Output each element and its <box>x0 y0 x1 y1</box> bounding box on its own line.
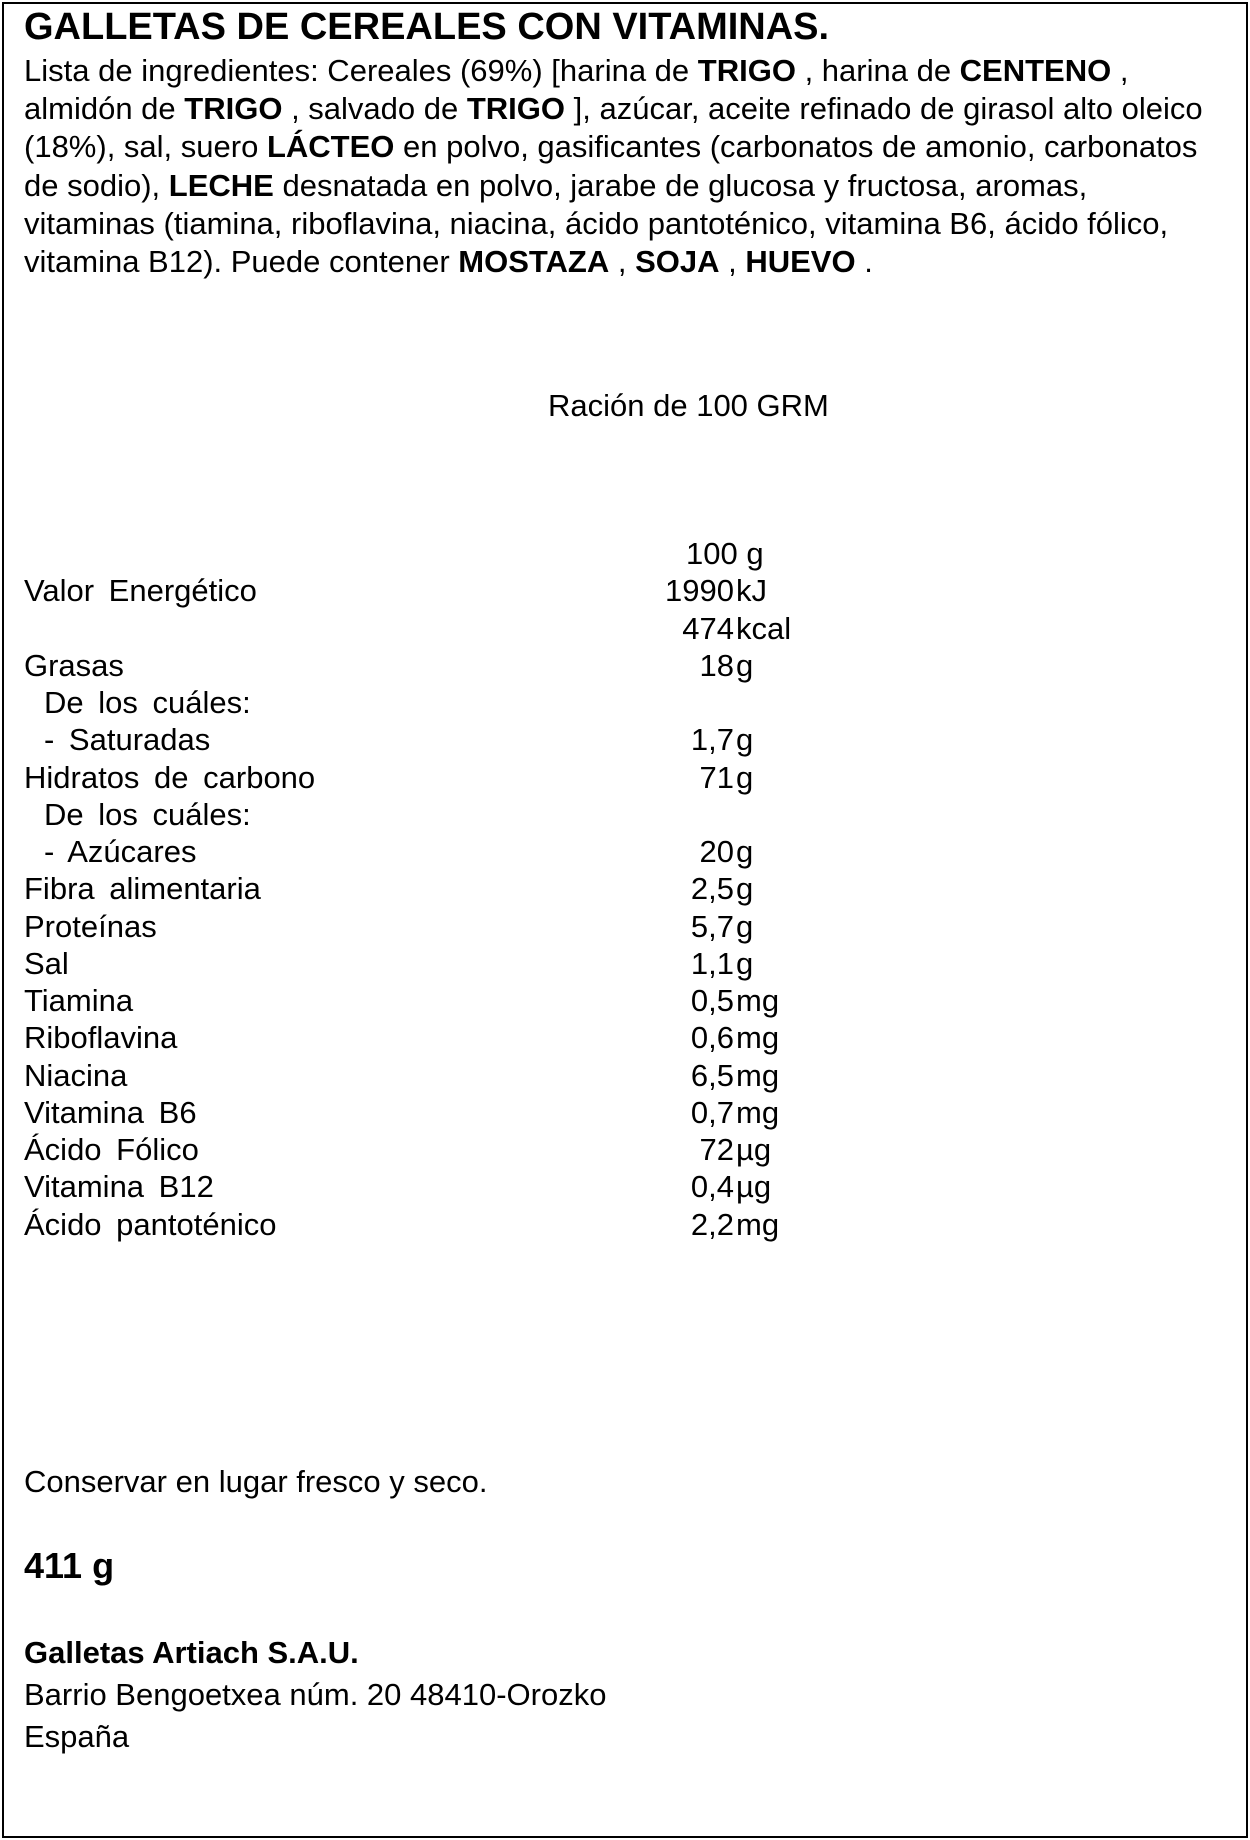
company-info <box>24 1632 606 1758</box>
ingredients-text: en polvo, gasificantes (carbonatos de amonio, carbonatos de sodio), <box>24 129 1198 203</box>
nutrition-header-row <box>24 535 784 572</box>
nutrient-value: 20 <box>699 834 734 869</box>
nutrient-name: Valor Energético <box>24 573 257 609</box>
nutrient-name: Fibra alimentaria <box>24 871 261 907</box>
nutrition-row <box>24 684 784 721</box>
nutrient-unit: mg <box>736 1206 780 1242</box>
nutrition-row <box>24 572 784 609</box>
nutrient-unit: g <box>736 945 754 981</box>
nutrient-name: Ácido pantoténico <box>24 1206 277 1242</box>
nutrient-value: 2,2 <box>690 1206 734 1242</box>
nutrient-name: Ácido Fólico <box>24 1132 199 1167</box>
nutrient-value: 72 <box>699 1132 734 1167</box>
ingredients-list <box>24 52 1224 281</box>
nutrient-value: 2,5 <box>690 871 734 907</box>
nutrient-name: Tiamina <box>24 983 134 1018</box>
nutrition-row <box>24 1094 784 1131</box>
nutrient-name: De los cuáles: <box>44 685 251 720</box>
product-title: GALLETAS DE CEREALES CON VITAMINAS. <box>24 6 830 48</box>
ingredients-text: . <box>855 244 873 280</box>
ingredients-text: , harina de <box>795 53 960 88</box>
nutrient-name: Grasas <box>24 647 124 683</box>
nutrition-row <box>24 908 784 945</box>
nutrition-row <box>24 1131 784 1168</box>
nutrient-name: Vitamina B12 <box>24 1169 214 1205</box>
company-address: Barrio Bengoetxea núm. 20 48410-Orozko <box>24 1677 607 1712</box>
nutrient-value: 18 <box>699 647 734 683</box>
nutrition-rows <box>24 572 792 1243</box>
nutrient-name: Riboflavina <box>24 1020 178 1056</box>
allergen-highlight: TRIGO <box>697 53 796 88</box>
nutrient-unit: mg <box>736 1094 780 1130</box>
nutrition-row <box>24 945 784 982</box>
allergen-highlight: CENTENO <box>959 53 1112 88</box>
allergen-highlight: TRIGO <box>466 91 566 127</box>
ingredients-text: Lista de ingredientes: Cereales (69%) [harina de <box>24 53 698 88</box>
allergen-highlight: SOJA <box>635 244 720 280</box>
nutrient-value: 71 <box>699 759 734 795</box>
nutrient-unit: g <box>736 834 754 869</box>
nutrient-name: Sal <box>24 945 69 981</box>
nutrient-value: 0,7 <box>690 1094 734 1130</box>
nutrient-unit: mg <box>736 983 780 1018</box>
nutrient-unit: g <box>736 722 754 758</box>
company-country: España <box>24 1719 130 1754</box>
serving-size: Ración de 100 GRM <box>548 388 829 423</box>
allergen-highlight: HUEVO <box>745 244 856 280</box>
nutrient-value: 0,4 <box>690 1169 734 1205</box>
net-weight: 411 g <box>24 1545 115 1586</box>
nutrient-value: 5,7 <box>690 908 734 944</box>
nutrient-name: - Saturadas <box>44 722 211 758</box>
nutrition-row <box>24 759 784 796</box>
nutrient-value: 6,5 <box>690 1057 734 1093</box>
nutrient-unit: µg <box>736 1132 772 1167</box>
nutrient-value: 0,5 <box>690 983 734 1018</box>
nutrient-value: 1990 <box>665 573 734 609</box>
nutrient-name: Hidratos de carbono <box>24 759 316 795</box>
nutrition-row <box>24 833 784 870</box>
nutrient-unit: g <box>736 871 754 907</box>
nutrient-unit: g <box>736 759 754 795</box>
nutrient-unit: mg <box>736 1020 780 1056</box>
nutrient-name: De los cuáles: <box>44 796 251 832</box>
ingredients-text: , <box>719 244 746 280</box>
nutrition-row <box>24 1019 784 1056</box>
nutrient-name: Proteínas <box>24 908 157 944</box>
nutrient-unit: mg <box>736 1057 780 1093</box>
nutrient-name: Niacina <box>24 1057 128 1093</box>
ingredients-text: ], azúcar, aceite refinado de girasol alto oleico (18%), sal, suero <box>24 91 1203 165</box>
allergen-highlight: MOSTAZA <box>458 244 610 280</box>
nutrient-unit: g <box>736 908 754 944</box>
nutrient-unit: kcal <box>736 610 792 646</box>
nutrient-name: Vitamina B6 <box>24 1094 197 1130</box>
nutrient-value: 1,7 <box>690 722 734 758</box>
nutrition-row <box>24 870 784 907</box>
nutrition-row <box>24 1206 784 1243</box>
storage-instructions: Conservar en lugar fresco y seco. <box>24 1464 488 1499</box>
ingredients-text: , <box>609 244 636 280</box>
nutrient-value: 474 <box>682 610 734 646</box>
allergen-highlight: LECHE <box>168 167 274 203</box>
nutrition-row <box>24 1168 784 1205</box>
ingredients-text: desnatada en polvo, jarabe de glucosa y fructosa, aromas, vitaminas (tiamina, riboflavina, niacina, ácido pantoténico, vitamina B6, ácido fólico, vitamina B12). Puede contener <box>24 167 1169 280</box>
nutrient-unit: g <box>736 647 754 683</box>
nutrient-unit: kJ <box>736 573 767 609</box>
nutrition-column-header: 100 g <box>686 536 764 571</box>
company-name: Galletas Artiach S.A.U. <box>24 1635 359 1670</box>
nutrient-name: - Azúcares <box>44 834 197 869</box>
nutrition-row <box>24 982 784 1019</box>
allergen-highlight: TRIGO <box>184 91 283 127</box>
ingredients-text: , almidón de <box>24 53 1129 127</box>
allergen-highlight: LÁCTEO <box>266 129 395 165</box>
nutrition-row <box>24 721 784 758</box>
nutrition-row <box>24 610 792 647</box>
nutrient-value: 0,6 <box>690 1020 734 1056</box>
nutrition-row <box>24 647 784 684</box>
nutrition-row <box>24 796 784 833</box>
nutrient-value: 1,1 <box>690 945 734 981</box>
nutrition-table <box>24 535 792 1243</box>
ingredients-text: , salvado de <box>282 91 467 127</box>
nutrient-unit: µg <box>736 1169 772 1205</box>
nutrition-row <box>24 1057 784 1094</box>
